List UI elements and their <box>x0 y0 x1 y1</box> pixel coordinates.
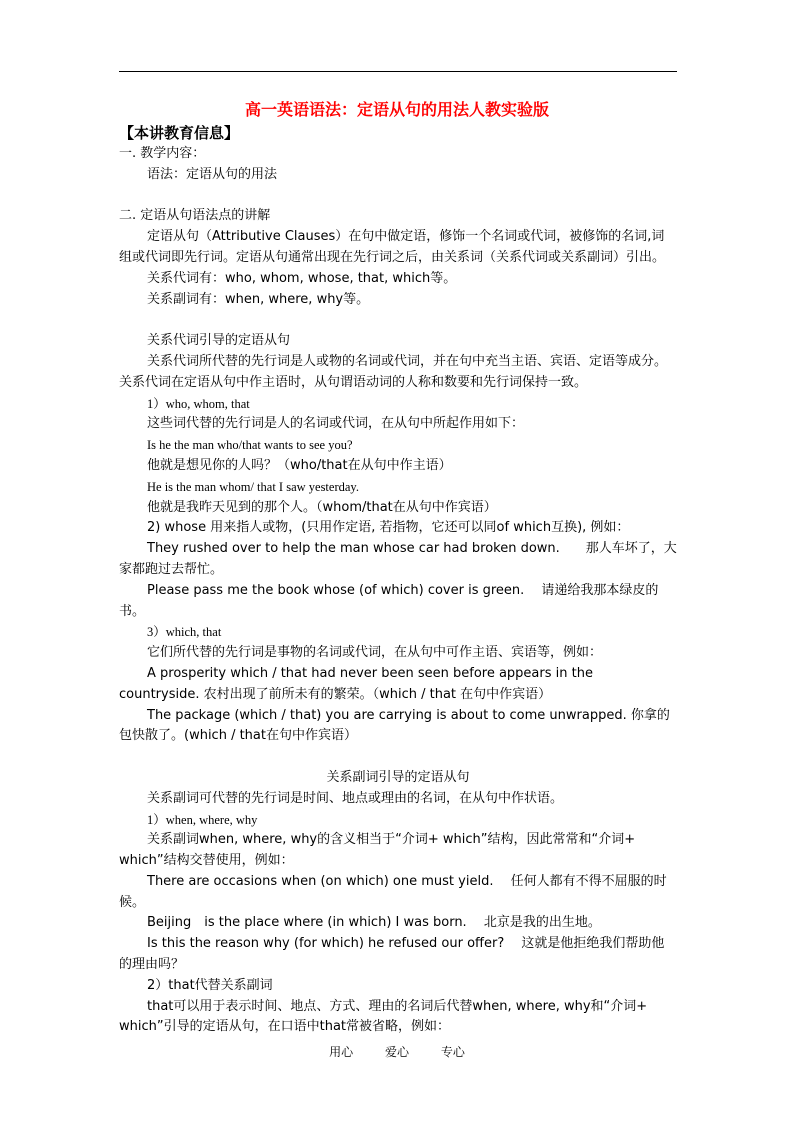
example-sentence: A prosperity which / that had never been seen before appears in the countryside. 农村出现了前所未有的繁荣。（which / that 在句中作宾语） <box>119 665 593 702</box>
list-item: 1）when, where, why <box>147 812 258 827</box>
list-item: 1）who, whom, that <box>147 396 250 411</box>
example-sentence: There are occasions when (on which) one must yield. 任何人都有不得不屈服的时候。 <box>119 873 667 910</box>
example-sentence: Please pass me the book whose (of which) cover is green. 请递给我那本绿皮的书。 <box>119 582 659 619</box>
paragraph: 关系副词可代替的先行词是时间、地点或理由的名词，在从句中作状语。 <box>147 790 564 806</box>
header-rule <box>119 71 677 72</box>
spacer <box>119 186 677 207</box>
list-item: 3）which, that <box>147 625 222 640</box>
example-translation: 他就是想见你的人吗？（who/that在从句中作主语） <box>147 457 452 473</box>
subheading: 关系副词引导的定语从句 <box>326 769 470 785</box>
spacer <box>119 747 677 768</box>
outline-item-2: 二. 定语从句语法点的讲解 <box>119 208 271 224</box>
footer-text: 爱心 <box>384 1045 409 1059</box>
paragraph: 关系代词所代替的先行词是人或物的名词或代词，并在句中充当主语、宾语、定语等成分。关系代词在定语从句中作主语时，从句谓语动词的人称和数要和先行词保持一致。 <box>119 353 668 390</box>
paragraph: 这些词代替的先行词是人的名词或代词，在从句中所起作用如下： <box>147 416 525 432</box>
example-sentence: Beijing is the place where (in which) I was born. 北京是我的出生地。 <box>147 915 601 931</box>
paragraph: 定语从句（Attributive Clauses）在句中做定语，修饰一个名词或代词，被修饰的名词,词组或代词即先行词。定语从句通常出现在先行词之后，由关系词（关系代词或关系副词）引出。 <box>119 229 666 265</box>
paragraph: that可以用于表示时间、地点、方式、理由的名词后代替when, where, why和“介词+ which”引导的定语从句，在口语中that常被省略，例如： <box>119 998 648 1035</box>
footer-text: 用心 <box>329 1045 354 1059</box>
document-body <box>119 144 677 1038</box>
example-sentence: He is the man whom/ that I saw yesterday. <box>147 479 359 494</box>
example-sentence: Is this the reason why (for which) he refused our offer? 这就是他拒绝我们帮助他的理由吗？ <box>119 936 665 973</box>
paragraph: 它们所代替的先行词是事物的名词或代词，在从句中可作主语、宾语等，例如： <box>147 645 603 661</box>
paragraph: 关系副词有：when, where, why等。 <box>147 291 370 307</box>
list-item: 2）that代替关系副词 <box>147 977 273 993</box>
list-item: 2) whose 用来指人或物，(只用作定语, 若指物，它还可以同of which互换), 例如： <box>147 520 630 536</box>
paragraph: 语法：定语从句的用法 <box>147 166 278 182</box>
section-heading: 【本讲教育信息】 <box>119 124 240 142</box>
example-sentence: The package (which / that) you are carrying is about to come unwrapped. 你拿的包快散了。(which / that在句中作宾语） <box>119 707 670 744</box>
outline-item-1: 一. 教学内容： <box>119 146 206 161</box>
example-sentence: They rushed over to help the man whose car had broken down. 那人车坏了，大家都跑过去帮忙。 <box>119 541 677 577</box>
paragraph: 关系副词when, where, why的含义相当于“介词+ which”结构，因此常常和“介词+ which”结构交替使用，例如： <box>119 832 636 869</box>
paragraph: 关系代词有：who, whom, whose, that, which等。 <box>147 270 457 286</box>
example-sentence: Is he the man who/that wants to see you? <box>147 438 353 453</box>
document-title: 高一英语语法：定语从句的用法人教实验版 <box>244 100 549 119</box>
page-footer <box>0 1043 794 1060</box>
example-translation: 他就是我昨天见到的那个人。（whom/that在从句中作宾语） <box>147 499 497 515</box>
spacer <box>119 310 677 331</box>
subheading: 关系代词引导的定语从句 <box>147 333 291 349</box>
footer-text: 专心 <box>440 1045 465 1059</box>
